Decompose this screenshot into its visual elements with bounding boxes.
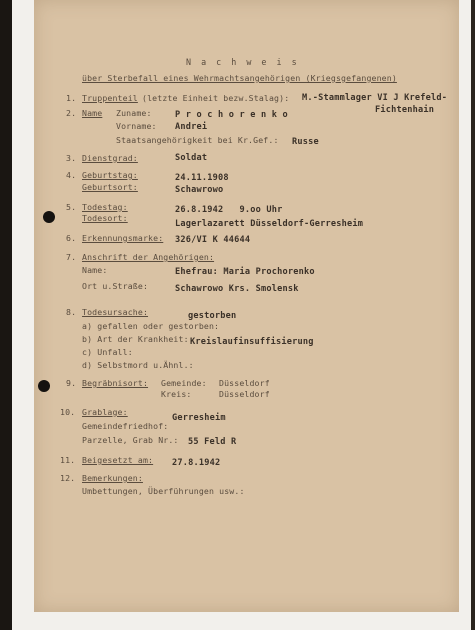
field-label-kreis: Kreis: [161, 389, 192, 399]
field-label-relative-address: Ort u.Straße: [82, 281, 149, 291]
field-value-todesort: Lagerlazarett Düsseldorf-Gerresheim [175, 219, 364, 229]
field-value-truppenteil-cont: Fichtenhain [375, 105, 435, 115]
field-hint-truppenteil: (letzte Einheit bezw.Stalag): [142, 93, 290, 103]
field-value-relative-address: Schawrowo Krs. Smolensk [175, 284, 299, 294]
field-value-todesursache: gestorben [188, 311, 237, 321]
field-label-dienstgrad: Dienstgrad: [82, 153, 138, 163]
scan-border-left [0, 0, 12, 630]
field-value-relative-name: Ehefrau: Maria Prochorenko [175, 267, 315, 277]
field-label-todesort: Todesort: [82, 213, 128, 223]
field-value-dienstgrad: Soldat [175, 153, 208, 163]
field-value-gemeinde: Düsseldorf [219, 378, 270, 388]
field-label-gemeinde: Gemeinde: [161, 378, 207, 388]
section-number: 4. [66, 170, 77, 180]
field-label-umbettungen: Umbettungen, Überführungen usw.: [82, 486, 245, 496]
document-title: N a c h w e i s [186, 57, 300, 67]
section-number: 5. [66, 202, 77, 212]
field-label-todesursache: Todesursache: [82, 307, 149, 317]
field-label-firstname: Vorname: [116, 121, 157, 131]
section-number: 11. [60, 455, 76, 465]
field-value-grablage: Gerresheim [172, 413, 226, 423]
field-label-surname: Zuname: [116, 108, 152, 118]
cause-option-d: d) Selbstmord u.Ähnl.: [82, 360, 194, 370]
field-value-truppenteil: M.-Stammlager VI J Krefeld- [302, 93, 448, 103]
field-label-nationality: Staatsangehörigkeit bei Kr.Gef.: [116, 135, 279, 145]
section-number: 9. [66, 378, 77, 388]
scan-border-right [471, 0, 475, 630]
field-value-geburtsort: Schawrowo [175, 185, 224, 195]
section-number: 2. [66, 108, 77, 118]
cause-option-b: b) Art der Krankheit: [82, 334, 189, 344]
section-number: 3. [66, 153, 77, 163]
field-label-name: Name [82, 108, 103, 118]
field-value-geburtstag: 24.11.1908 [175, 173, 229, 183]
field-value-firstname: Andrei [175, 122, 208, 132]
section-number: 12. [60, 473, 76, 483]
section-number: 8. [66, 307, 77, 317]
field-label-begraebnisort: Begräbnisort: [82, 378, 149, 388]
field-label-relative-name: Name: [82, 265, 108, 275]
section-number: 10. [60, 407, 76, 417]
cause-option-c: c) Unfall: [82, 347, 133, 357]
document-subtitle: über Sterbefall eines Wehrmachtsangehörigen (Kriegsgefangenen) [82, 73, 397, 83]
field-value-todestag: 26.8.1942 9.oo Uhr [175, 205, 283, 215]
field-label-geburtstag: Geburtstag: [82, 170, 138, 180]
field-value-surname: P r o c h o r e n k o [175, 110, 288, 120]
field-label-todestag: Todestag: [82, 202, 128, 212]
section-number: 6. [66, 233, 77, 243]
document-page [34, 0, 459, 612]
field-value-beigesetzt: 27.8.1942 [172, 458, 221, 468]
field-label-truppenteil: Truppenteil [82, 93, 138, 103]
field-value-erkennungsmarke: 326/VI K 44644 [175, 235, 251, 245]
field-value-kreis: Düsseldorf [219, 389, 270, 399]
field-value-nationality: Russe [292, 137, 319, 147]
field-label-geburtsort: Geburtsort: [82, 182, 138, 192]
field-label-gemeindefriedhof: Gemeindefriedhof: [82, 421, 169, 431]
field-value-krankheit: Kreislaufinsuffisierung [190, 337, 314, 347]
field-label-anschrift: Anschrift der Angehörigen: [82, 252, 215, 262]
punch-hole-bottom [38, 380, 50, 392]
field-label-bemerkungen: Bemerkungen: [82, 473, 143, 483]
punch-hole-top [43, 211, 55, 223]
section-number: 7. [66, 252, 77, 262]
field-label-beigesetzt: Beigesetzt am: [82, 455, 154, 465]
cause-option-a: a) gefallen oder gestorben: [82, 321, 220, 331]
field-label-parzelle: Parzelle, Grab Nr.: [82, 435, 179, 445]
field-value-parzelle: 55 Feld R [188, 437, 237, 447]
section-number: 1. [66, 93, 77, 103]
field-label-grablage: Grablage: [82, 407, 128, 417]
field-label-erkennungsmarke: Erkennungsmarke: [82, 233, 164, 243]
